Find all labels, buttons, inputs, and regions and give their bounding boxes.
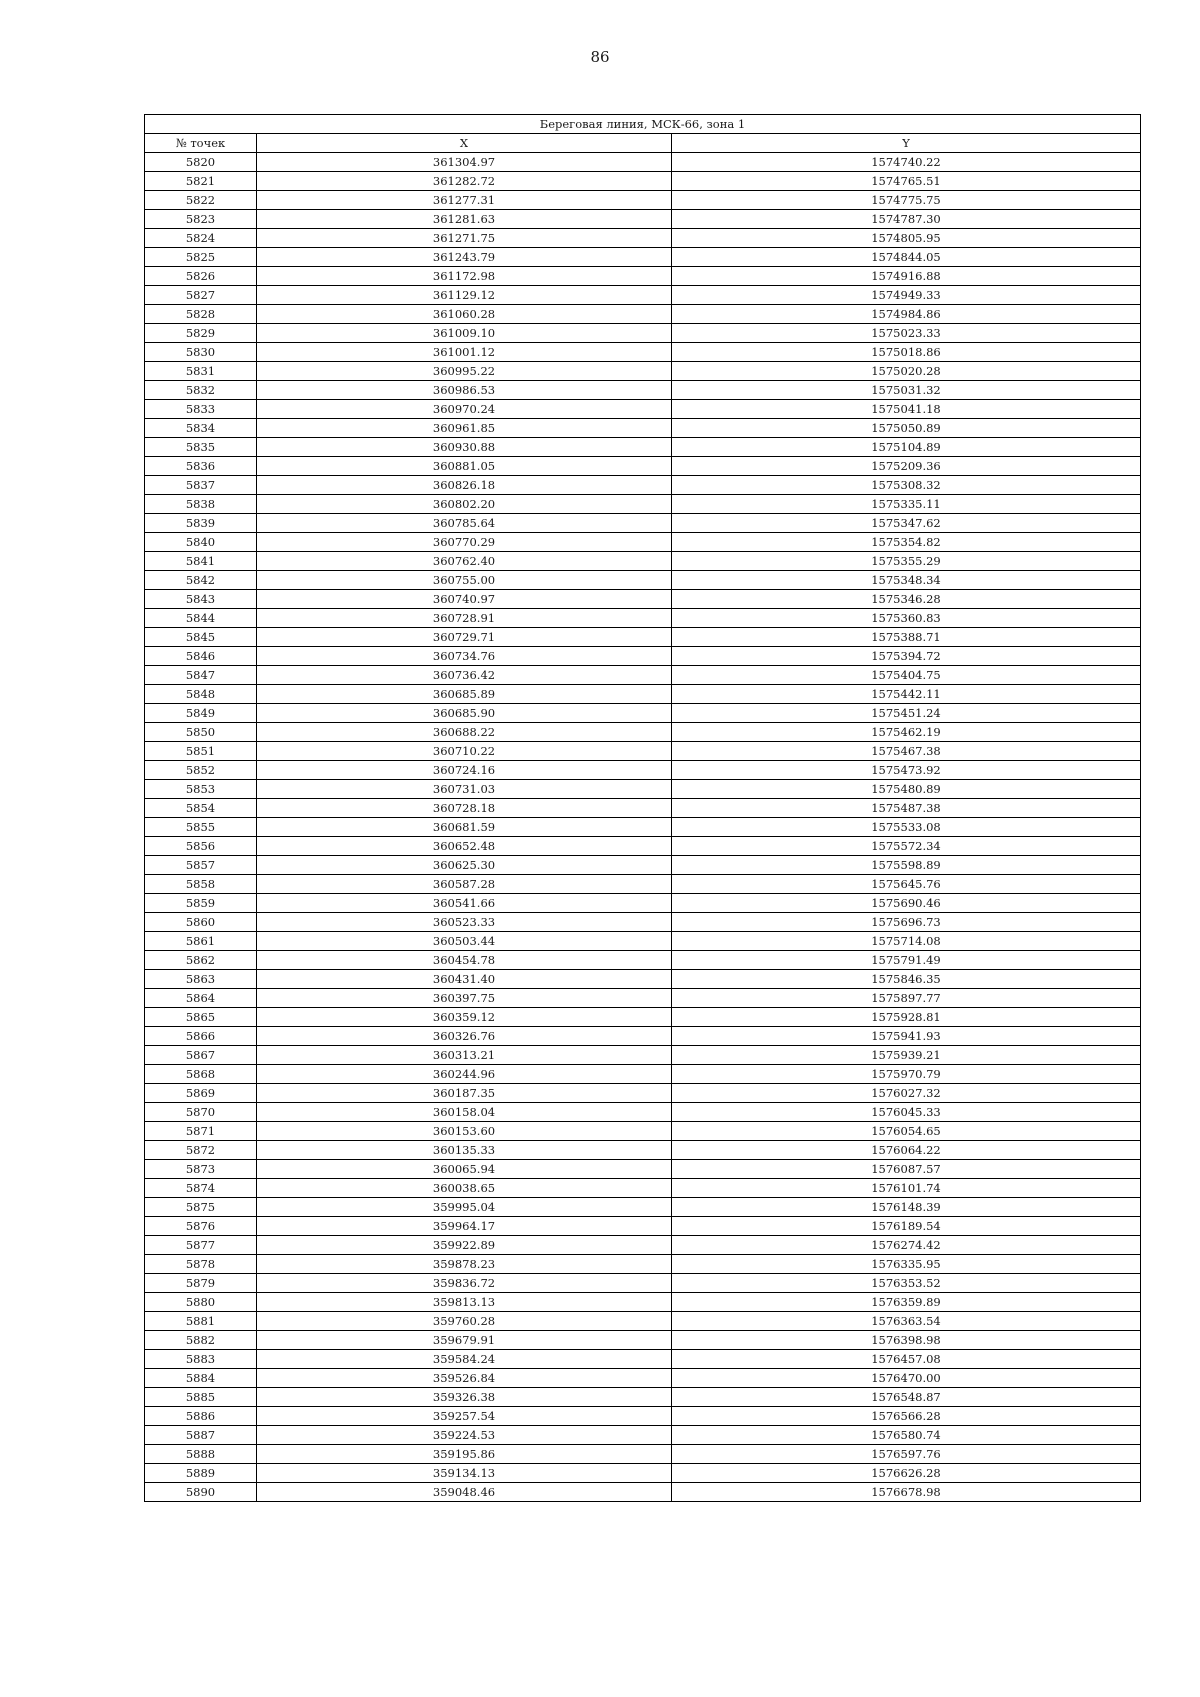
cell-x: 359836.72 bbox=[257, 1274, 672, 1293]
cell-point-number: 5821 bbox=[145, 172, 257, 191]
cell-y: 1576626.28 bbox=[672, 1464, 1141, 1483]
table-row bbox=[145, 248, 1141, 267]
cell-y: 1576398.98 bbox=[672, 1331, 1141, 1350]
cell-point-number: 5858 bbox=[145, 875, 257, 894]
cell-point-number: 5884 bbox=[145, 1369, 257, 1388]
table-row bbox=[145, 932, 1141, 951]
table-row bbox=[145, 1369, 1141, 1388]
cell-x: 359224.53 bbox=[257, 1426, 672, 1445]
cell-point-number: 5856 bbox=[145, 837, 257, 856]
cell-y: 1576054.65 bbox=[672, 1122, 1141, 1141]
cell-x: 360359.12 bbox=[257, 1008, 672, 1027]
cell-x: 360652.48 bbox=[257, 837, 672, 856]
table-row bbox=[145, 172, 1141, 191]
cell-point-number: 5844 bbox=[145, 609, 257, 628]
cell-x: 360454.78 bbox=[257, 951, 672, 970]
cell-y: 1574844.05 bbox=[672, 248, 1141, 267]
cell-y: 1575897.77 bbox=[672, 989, 1141, 1008]
cell-point-number: 5874 bbox=[145, 1179, 257, 1198]
cell-y: 1575533.08 bbox=[672, 818, 1141, 837]
cell-x: 360930.88 bbox=[257, 438, 672, 457]
cell-x: 359922.89 bbox=[257, 1236, 672, 1255]
cell-point-number: 5889 bbox=[145, 1464, 257, 1483]
cell-point-number: 5862 bbox=[145, 951, 257, 970]
table-row bbox=[145, 1141, 1141, 1160]
cell-x: 360625.30 bbox=[257, 856, 672, 875]
table-row bbox=[145, 438, 1141, 457]
cell-y: 1575388.71 bbox=[672, 628, 1141, 647]
cell-x: 360541.66 bbox=[257, 894, 672, 913]
cell-y: 1576064.22 bbox=[672, 1141, 1141, 1160]
table-row bbox=[145, 628, 1141, 647]
cell-point-number: 5870 bbox=[145, 1103, 257, 1122]
cell-y: 1575572.34 bbox=[672, 837, 1141, 856]
cell-x: 359526.84 bbox=[257, 1369, 672, 1388]
cell-x: 360736.42 bbox=[257, 666, 672, 685]
cell-point-number: 5886 bbox=[145, 1407, 257, 1426]
cell-y: 1575031.32 bbox=[672, 381, 1141, 400]
cell-y: 1575939.21 bbox=[672, 1046, 1141, 1065]
cell-y: 1576101.74 bbox=[672, 1179, 1141, 1198]
cell-y: 1575645.76 bbox=[672, 875, 1141, 894]
cell-y: 1575451.24 bbox=[672, 704, 1141, 723]
cell-y: 1576470.00 bbox=[672, 1369, 1141, 1388]
table-row bbox=[145, 305, 1141, 324]
cell-x: 360961.85 bbox=[257, 419, 672, 438]
table-row bbox=[145, 1198, 1141, 1217]
cell-y: 1576353.52 bbox=[672, 1274, 1141, 1293]
cell-x: 359813.13 bbox=[257, 1293, 672, 1312]
table-row bbox=[145, 267, 1141, 286]
cell-x: 361009.10 bbox=[257, 324, 672, 343]
table-row bbox=[145, 590, 1141, 609]
table-title-row bbox=[145, 115, 1141, 134]
cell-point-number: 5865 bbox=[145, 1008, 257, 1027]
cell-x: 359257.54 bbox=[257, 1407, 672, 1426]
table-row bbox=[145, 1388, 1141, 1407]
cell-point-number: 5843 bbox=[145, 590, 257, 609]
table-row bbox=[145, 1084, 1141, 1103]
cell-y: 1575348.34 bbox=[672, 571, 1141, 590]
cell-y: 1575941.93 bbox=[672, 1027, 1141, 1046]
cell-y: 1575104.89 bbox=[672, 438, 1141, 457]
cell-point-number: 5879 bbox=[145, 1274, 257, 1293]
cell-x: 360762.40 bbox=[257, 552, 672, 571]
cell-point-number: 5846 bbox=[145, 647, 257, 666]
table-row bbox=[145, 799, 1141, 818]
cell-x: 359679.91 bbox=[257, 1331, 672, 1350]
table-row bbox=[145, 723, 1141, 742]
table-row bbox=[145, 1445, 1141, 1464]
cell-point-number: 5878 bbox=[145, 1255, 257, 1274]
cell-y: 1575335.11 bbox=[672, 495, 1141, 514]
table-row bbox=[145, 951, 1141, 970]
cell-x: 360587.28 bbox=[257, 875, 672, 894]
cell-point-number: 5842 bbox=[145, 571, 257, 590]
cell-point-number: 5851 bbox=[145, 742, 257, 761]
cell-x: 360881.05 bbox=[257, 457, 672, 476]
table-row bbox=[145, 419, 1141, 438]
cell-x: 361129.12 bbox=[257, 286, 672, 305]
table-row bbox=[145, 1027, 1141, 1046]
cell-x: 360770.29 bbox=[257, 533, 672, 552]
cell-point-number: 5873 bbox=[145, 1160, 257, 1179]
table-row bbox=[145, 837, 1141, 856]
cell-x: 360970.24 bbox=[257, 400, 672, 419]
table-row bbox=[145, 894, 1141, 913]
cell-y: 1574984.86 bbox=[672, 305, 1141, 324]
cell-y: 1575690.46 bbox=[672, 894, 1141, 913]
cell-y: 1575041.18 bbox=[672, 400, 1141, 419]
cell-y: 1574805.95 bbox=[672, 229, 1141, 248]
cell-y: 1576335.95 bbox=[672, 1255, 1141, 1274]
cell-y: 1575480.89 bbox=[672, 780, 1141, 799]
cell-x: 360244.96 bbox=[257, 1065, 672, 1084]
table-row bbox=[145, 552, 1141, 571]
cell-x: 361172.98 bbox=[257, 267, 672, 286]
table-row bbox=[145, 1312, 1141, 1331]
cell-point-number: 5837 bbox=[145, 476, 257, 495]
cell-x: 361282.72 bbox=[257, 172, 672, 191]
cell-point-number: 5827 bbox=[145, 286, 257, 305]
cell-point-number: 5840 bbox=[145, 533, 257, 552]
cell-y: 1575846.35 bbox=[672, 970, 1141, 989]
header-x: X bbox=[257, 134, 672, 153]
cell-point-number: 5885 bbox=[145, 1388, 257, 1407]
cell-y: 1574916.88 bbox=[672, 267, 1141, 286]
cell-point-number: 5850 bbox=[145, 723, 257, 742]
cell-x: 360685.89 bbox=[257, 685, 672, 704]
cell-x: 360731.03 bbox=[257, 780, 672, 799]
cell-point-number: 5830 bbox=[145, 343, 257, 362]
cell-y: 1575347.62 bbox=[672, 514, 1141, 533]
table-row bbox=[145, 609, 1141, 628]
table-row bbox=[145, 1483, 1141, 1502]
cell-x: 359760.28 bbox=[257, 1312, 672, 1331]
cell-point-number: 5890 bbox=[145, 1483, 257, 1502]
cell-point-number: 5867 bbox=[145, 1046, 257, 1065]
cell-x: 359195.86 bbox=[257, 1445, 672, 1464]
cell-x: 360397.75 bbox=[257, 989, 672, 1008]
cell-x: 360710.22 bbox=[257, 742, 672, 761]
cell-y: 1575354.82 bbox=[672, 533, 1141, 552]
cell-x: 360826.18 bbox=[257, 476, 672, 495]
cell-point-number: 5866 bbox=[145, 1027, 257, 1046]
cell-y: 1575467.38 bbox=[672, 742, 1141, 761]
table-title: Береговая линия, МСК-66, зона 1 bbox=[145, 115, 1141, 134]
table-row bbox=[145, 210, 1141, 229]
table-row bbox=[145, 1236, 1141, 1255]
table-row bbox=[145, 1255, 1141, 1274]
cell-x: 359326.38 bbox=[257, 1388, 672, 1407]
table-row bbox=[145, 856, 1141, 875]
cell-x: 360523.33 bbox=[257, 913, 672, 932]
table-row bbox=[145, 324, 1141, 343]
cell-x: 360065.94 bbox=[257, 1160, 672, 1179]
cell-x: 360729.71 bbox=[257, 628, 672, 647]
cell-point-number: 5868 bbox=[145, 1065, 257, 1084]
cell-x: 359964.17 bbox=[257, 1217, 672, 1236]
cell-y: 1576359.89 bbox=[672, 1293, 1141, 1312]
table-row bbox=[145, 343, 1141, 362]
cell-point-number: 5822 bbox=[145, 191, 257, 210]
cell-x: 360724.16 bbox=[257, 761, 672, 780]
cell-x: 360785.64 bbox=[257, 514, 672, 533]
table-row bbox=[145, 780, 1141, 799]
table-row bbox=[145, 1217, 1141, 1236]
cell-y: 1575394.72 bbox=[672, 647, 1141, 666]
cell-x: 360802.20 bbox=[257, 495, 672, 514]
table-row bbox=[145, 1008, 1141, 1027]
cell-point-number: 5823 bbox=[145, 210, 257, 229]
cell-y: 1575462.19 bbox=[672, 723, 1141, 742]
cell-x: 361060.28 bbox=[257, 305, 672, 324]
cell-y: 1576087.57 bbox=[672, 1160, 1141, 1179]
cell-point-number: 5869 bbox=[145, 1084, 257, 1103]
cell-x: 360431.40 bbox=[257, 970, 672, 989]
cell-y: 1575970.79 bbox=[672, 1065, 1141, 1084]
cell-y: 1574775.75 bbox=[672, 191, 1141, 210]
cell-x: 359584.24 bbox=[257, 1350, 672, 1369]
header-point-number: № точек bbox=[145, 134, 257, 153]
cell-y: 1575696.73 bbox=[672, 913, 1141, 932]
cell-y: 1575209.36 bbox=[672, 457, 1141, 476]
cell-point-number: 5826 bbox=[145, 267, 257, 286]
cell-point-number: 5834 bbox=[145, 419, 257, 438]
table-row bbox=[145, 495, 1141, 514]
cell-x: 360995.22 bbox=[257, 362, 672, 381]
table-row bbox=[145, 913, 1141, 932]
table-row bbox=[145, 685, 1141, 704]
cell-point-number: 5859 bbox=[145, 894, 257, 913]
table-row bbox=[145, 153, 1141, 172]
cell-y: 1575928.81 bbox=[672, 1008, 1141, 1027]
cell-x: 359878.23 bbox=[257, 1255, 672, 1274]
cell-y: 1574949.33 bbox=[672, 286, 1141, 305]
cell-x: 360755.00 bbox=[257, 571, 672, 590]
cell-x: 360153.60 bbox=[257, 1122, 672, 1141]
table-row bbox=[145, 818, 1141, 837]
cell-y: 1575050.89 bbox=[672, 419, 1141, 438]
cell-y: 1574740.22 bbox=[672, 153, 1141, 172]
cell-x: 360135.33 bbox=[257, 1141, 672, 1160]
table-row bbox=[145, 514, 1141, 533]
cell-point-number: 5860 bbox=[145, 913, 257, 932]
table-row bbox=[145, 400, 1141, 419]
cell-point-number: 5847 bbox=[145, 666, 257, 685]
cell-x: 361304.97 bbox=[257, 153, 672, 172]
cell-y: 1574765.51 bbox=[672, 172, 1141, 191]
cell-y: 1575360.83 bbox=[672, 609, 1141, 628]
cell-point-number: 5883 bbox=[145, 1350, 257, 1369]
cell-point-number: 5877 bbox=[145, 1236, 257, 1255]
cell-x: 360038.65 bbox=[257, 1179, 672, 1198]
cell-x: 360503.44 bbox=[257, 932, 672, 951]
cell-y: 1576148.39 bbox=[672, 1198, 1141, 1217]
table-header-row bbox=[145, 134, 1141, 153]
table-row bbox=[145, 381, 1141, 400]
cell-y: 1575473.92 bbox=[672, 761, 1141, 780]
cell-x: 360187.35 bbox=[257, 1084, 672, 1103]
cell-point-number: 5835 bbox=[145, 438, 257, 457]
cell-point-number: 5888 bbox=[145, 1445, 257, 1464]
cell-x: 361277.31 bbox=[257, 191, 672, 210]
table-row bbox=[145, 1122, 1141, 1141]
cell-x: 360728.91 bbox=[257, 609, 672, 628]
cell-point-number: 5855 bbox=[145, 818, 257, 837]
cell-y: 1575346.28 bbox=[672, 590, 1141, 609]
cell-y: 1575442.11 bbox=[672, 685, 1141, 704]
cell-y: 1575355.29 bbox=[672, 552, 1141, 571]
table-body bbox=[145, 153, 1141, 1502]
header-y: Y bbox=[672, 134, 1141, 153]
cell-x: 359995.04 bbox=[257, 1198, 672, 1217]
table-row bbox=[145, 571, 1141, 590]
cell-x: 360740.97 bbox=[257, 590, 672, 609]
cell-y: 1576189.54 bbox=[672, 1217, 1141, 1236]
cell-y: 1576566.28 bbox=[672, 1407, 1141, 1426]
cell-x: 361001.12 bbox=[257, 343, 672, 362]
cell-x: 360728.18 bbox=[257, 799, 672, 818]
cell-y: 1576580.74 bbox=[672, 1426, 1141, 1445]
table-row bbox=[145, 229, 1141, 248]
cell-y: 1575308.32 bbox=[672, 476, 1141, 495]
cell-point-number: 5882 bbox=[145, 1331, 257, 1350]
table-row bbox=[145, 533, 1141, 552]
table-row bbox=[145, 1426, 1141, 1445]
table-row bbox=[145, 970, 1141, 989]
table-row bbox=[145, 1407, 1141, 1426]
table-row bbox=[145, 1464, 1141, 1483]
cell-point-number: 5853 bbox=[145, 780, 257, 799]
cell-x: 361243.79 bbox=[257, 248, 672, 267]
cell-x: 359048.46 bbox=[257, 1483, 672, 1502]
cell-point-number: 5875 bbox=[145, 1198, 257, 1217]
cell-point-number: 5852 bbox=[145, 761, 257, 780]
cell-point-number: 5841 bbox=[145, 552, 257, 571]
table-row bbox=[145, 1160, 1141, 1179]
cell-x: 360685.90 bbox=[257, 704, 672, 723]
cell-point-number: 5857 bbox=[145, 856, 257, 875]
cell-point-number: 5838 bbox=[145, 495, 257, 514]
cell-point-number: 5864 bbox=[145, 989, 257, 1008]
cell-point-number: 5848 bbox=[145, 685, 257, 704]
table-row bbox=[145, 1103, 1141, 1122]
cell-y: 1575714.08 bbox=[672, 932, 1141, 951]
cell-point-number: 5825 bbox=[145, 248, 257, 267]
table-row bbox=[145, 1274, 1141, 1293]
cell-x: 361281.63 bbox=[257, 210, 672, 229]
page-number: 86 bbox=[590, 48, 610, 66]
table-row bbox=[145, 1331, 1141, 1350]
cell-y: 1576274.42 bbox=[672, 1236, 1141, 1255]
coordinates-table bbox=[144, 114, 1141, 1502]
cell-x: 360986.53 bbox=[257, 381, 672, 400]
table-row bbox=[145, 191, 1141, 210]
cell-y: 1575018.86 bbox=[672, 343, 1141, 362]
table-row bbox=[145, 666, 1141, 685]
table-row bbox=[145, 647, 1141, 666]
cell-point-number: 5876 bbox=[145, 1217, 257, 1236]
cell-y: 1576457.08 bbox=[672, 1350, 1141, 1369]
table-row bbox=[145, 476, 1141, 495]
cell-x: 360313.21 bbox=[257, 1046, 672, 1065]
cell-y: 1576678.98 bbox=[672, 1483, 1141, 1502]
cell-point-number: 5836 bbox=[145, 457, 257, 476]
cell-y: 1575020.28 bbox=[672, 362, 1141, 381]
cell-y: 1575404.75 bbox=[672, 666, 1141, 685]
cell-y: 1576597.76 bbox=[672, 1445, 1141, 1464]
cell-x: 360326.76 bbox=[257, 1027, 672, 1046]
cell-x: 360681.59 bbox=[257, 818, 672, 837]
cell-point-number: 5849 bbox=[145, 704, 257, 723]
table-row bbox=[145, 704, 1141, 723]
table-row bbox=[145, 1179, 1141, 1198]
cell-point-number: 5832 bbox=[145, 381, 257, 400]
cell-point-number: 5829 bbox=[145, 324, 257, 343]
cell-y: 1575598.89 bbox=[672, 856, 1141, 875]
cell-y: 1575023.33 bbox=[672, 324, 1141, 343]
cell-y: 1576548.87 bbox=[672, 1388, 1141, 1407]
table-row bbox=[145, 1046, 1141, 1065]
cell-point-number: 5871 bbox=[145, 1122, 257, 1141]
cell-point-number: 5880 bbox=[145, 1293, 257, 1312]
cell-x: 360158.04 bbox=[257, 1103, 672, 1122]
table-row bbox=[145, 1065, 1141, 1084]
cell-point-number: 5854 bbox=[145, 799, 257, 818]
cell-point-number: 5824 bbox=[145, 229, 257, 248]
cell-point-number: 5845 bbox=[145, 628, 257, 647]
table-row bbox=[145, 362, 1141, 381]
cell-y: 1575487.38 bbox=[672, 799, 1141, 818]
cell-y: 1576045.33 bbox=[672, 1103, 1141, 1122]
cell-point-number: 5861 bbox=[145, 932, 257, 951]
cell-x: 361271.75 bbox=[257, 229, 672, 248]
table-row bbox=[145, 457, 1141, 476]
table-row bbox=[145, 1293, 1141, 1312]
cell-point-number: 5863 bbox=[145, 970, 257, 989]
cell-point-number: 5839 bbox=[145, 514, 257, 533]
table-row bbox=[145, 286, 1141, 305]
cell-x: 360688.22 bbox=[257, 723, 672, 742]
cell-point-number: 5831 bbox=[145, 362, 257, 381]
table-row bbox=[145, 742, 1141, 761]
cell-x: 359134.13 bbox=[257, 1464, 672, 1483]
cell-point-number: 5872 bbox=[145, 1141, 257, 1160]
cell-y: 1574787.30 bbox=[672, 210, 1141, 229]
cell-point-number: 5887 bbox=[145, 1426, 257, 1445]
cell-y: 1576027.32 bbox=[672, 1084, 1141, 1103]
cell-point-number: 5820 bbox=[145, 153, 257, 172]
cell-x: 360734.76 bbox=[257, 647, 672, 666]
cell-y: 1575791.49 bbox=[672, 951, 1141, 970]
table-row bbox=[145, 1350, 1141, 1369]
table-row bbox=[145, 875, 1141, 894]
cell-y: 1576363.54 bbox=[672, 1312, 1141, 1331]
cell-point-number: 5881 bbox=[145, 1312, 257, 1331]
table-row bbox=[145, 761, 1141, 780]
cell-point-number: 5833 bbox=[145, 400, 257, 419]
cell-point-number: 5828 bbox=[145, 305, 257, 324]
table-row bbox=[145, 989, 1141, 1008]
